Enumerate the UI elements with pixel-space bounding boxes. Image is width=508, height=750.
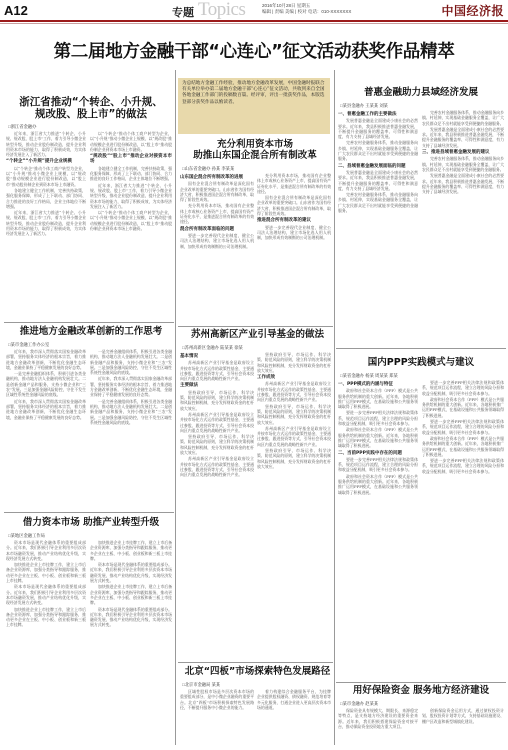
header-meta: 2016年10月28日 星期五 编辑 | 责编 美编 | 校对 电话：010-XXXXXXX [262, 3, 352, 14]
article-byline: □某地区金融工作局 [8, 533, 45, 538]
divider [178, 326, 333, 327]
article-body-insurance-2: 创新保险资金运用方式，通过债权投资计划、股权投资计划等方式，支持基础设施建设、棚户区改造和新型城镇化建设。 [422, 708, 504, 724]
article-headline-shandong: 充分利用资本市场 助推山东国企混合所有制改革 [193, 139, 317, 161]
intro-box: 为总结地方金融工作经验，推动地方金融改革发展，中国金融时报联合有关单位举办第二届地方金融干部“心连心”征文活动，共收到来自全国各地金融工作部门的投稿数百篇。经评审，评出一批获奖作品，本版选登部分获奖作品以飨读者。 [178, 78, 330, 134]
column-divider [334, 70, 335, 745]
article-headline-zhejiang: 浙江省推动“个转企、小升规、 规改股、股上市”的做法 [19, 96, 163, 121]
divider [4, 512, 174, 513]
article-body-reform-1: 近年来，我市深入贯彻落实国家金融改革部署，坚持服务实体经济的根本宗旨，着力推进地方金融改革创新，不断优化金融生态环境，金融业保持了平稳健康发展的良好态势。 一是完善金融组织体系，积极引进各类金融机构，推动地方法人金融机构发展壮大。二是创新金融产品和服务，支持小微企业和“三农”发展。三是加强金融风险防控，守住不发生区域性系统性金融风险的底线。 近年来，我市深入贯彻落实国家金融改革部署，坚持服务实体经济的根本宗旨，着力推进地方金融改革创新，不断优化金融生态环境，金融业保持了平稳健康发展的良好态势。 [6, 349, 86, 420]
column-divider [175, 70, 176, 745]
article-body-beijing-2: 着力构建综合金融服务平台，为挂牌企业提供股权融资、债权融资、规范培育等多元化服务，打通企业进入更高层次资本市场的通道。 [257, 689, 331, 710]
article-body-insurance-1: 保险资金具有规模大、期限长、来源稳定等特点，是支持地方经济建设的重要资金来源。近年来，我们积极搭建保险资金对接平台，推动保险资金投资地方重大项目。 [338, 708, 418, 729]
header-rule [0, 20, 508, 22]
article-headline-ppp: 国内PPP实践模式与建议 [367, 357, 475, 368]
article-body-inclusive-2: 完善农村金融服务体系，推动金融服务向乡镇、村延伸，实现基础金融服务全覆盖，让广大农民群众足不出村就能享受到便捷的金融服务。 发展普惠金融是全面建成小康社会的必然要求。近年来，我县积极推进普惠金融发展，不断提升金融服务的覆盖率、可得性和满意度，有力支持了县域经济发展。 三、推进县域普惠金融发展的建议 完善农村金融服务体系，推动金融服务向乡镇、村延伸，实现基础金融服务全覆盖，让广大农民群众足不出村就能享受到便捷的金融服务。 发展普惠金融是全面建成小康社会的必然要求。近年来，我县积极推进普惠金融发展，不断提升金融服务的覆盖率、可得性和满意度，有力支持了县域经济发展。 [422, 110, 504, 195]
article-byline: □山东省金融办 孙某 李某某 [182, 166, 235, 171]
divider [4, 322, 174, 323]
header-rule-thin [0, 23, 508, 24]
article-byline: □苏州高新区金融办 陆某某 徐某 [182, 345, 243, 350]
divider [336, 348, 506, 349]
article-body-inclusive-1: 一、普惠金融工作的主要做法 发展普惠金融是全面建成小康社会的必然要求。近年来，我县积极推进普惠金融发展，不断提升金融服务的覆盖率、可得性和满意度，有力支持了县域经济发展。 完善农村金融服务体系，推动金融服务向乡镇、村延伸，实现基础金融服务全覆盖，让广大农民群众足不出村就能享受到便捷的金融服务。 二、县域普惠金融发展面临的问题 发展普惠金融是全面建成小康社会的必然要求。近年来，我县积极推进普惠金融发展，不断提升金融服务的覆盖率、可得性和满意度，有力支持了县域经济发展。 完善农村金融服务体系，推动金融服务向乡镇、村延伸，实现基础金融服务全覆盖，让广大农民群众足不出村就能享受到便捷的金融服务。 [338, 112, 418, 214]
article-body-shandong-1: 山东国企混合所有制改革的进展 国有企业混合所有制改革是深化国有企业改革的重要突破口。山东省作为国有经济大省，积极推进国企混合所有制改革，取得了阶段性成效。 充分利用资本市场，推动国有企业整体上市或核心业务资产上市，提高国有资产证券化水平，是推进混合所有制改革的有效途径。 混合所有制改革面临的问题 要进一步完善现代企业制度，健全公司法人治理结构，建立市场化选人用人机制，加快形成有效制衡的公司治理机制。 [180, 175, 254, 249]
article-headline-beijing: 北京“四板”市场探索特色发展路径 [184, 666, 331, 677]
article-body-beijing-1: 区域性股权市场是多层次资本市场的重要组成部分，是中小微企业融资的重要平台。北京“四板”市场积极探索特色发展路径，不断提升服务中小微企业的能力。 [180, 689, 254, 710]
article-body-ppp-1: 一、PPP模式的内涵与特征 政府和社会资本合作（PPP）模式是公共服务供给机制的重大创新。近年来，各地积极推广运用PPP模式，在基础设施和公共服务领域取得了积极进展。 要进一步完善PPP相关法律法规和政策体系，规范项目运作流程，建立合理的风险分担和收益分配机制，吸引更多社会资本参与。 政府和社会资本合作（PPP）模式是公共服务供给机制的重大创新。近年来，各地积极推广运用PPP模式，在基础设施和公共服务领域取得了积极进展。 二、当前PPP实践中存在的问题 要进一步完善PPP相关法律法规和政策体系，规范项目运作流程，建立合理的风险分担和收益分配机制，吸引更多社会资本参与。 政府和社会资本合作（PPP）模式是公共服务供给机制的重大创新。近年来，各地积极推广运用PPP模式，在基础设施和公共服务领域取得了积极进展。 [338, 382, 418, 495]
article-byline: □某县金融办 王某某 刘某 [340, 103, 388, 108]
article-byline: □某省金融办 杨某 周某某 郑某 [340, 373, 398, 378]
article-headline-inclusive: 普惠金融助力县域经济发展 [363, 87, 478, 98]
page-number: A12 [4, 3, 28, 18]
page-header [0, 0, 508, 22]
article-byline: □北京市金融局 某某 [182, 682, 221, 687]
article-body-reform-2: 一是完善金融组织体系，积极引进各类金融机构，推动地方法人金融机构发展壮大。二是创新金融产品和服务，支持小微企业和“三农”发展。三是加强金融风险防控，守住不发生区域性系统性金融风险的底线。 近年来，我市深入贯彻落实国家金融改革部署，坚持服务实体经济的根本宗旨，着力推进地方金融改革创新，不断优化金融生态环境，金融业保持了平稳健康发展的良好态势。 一是完善金融组织体系，积极引进各类金融机构，推动地方法人金融机构发展壮大。二是创新金融产品和服务，支持小微企业和“三农”发展。三是加强金融风险防控，守住不发生区域性系统性金融风险的底线。 [90, 349, 172, 425]
masthead-logo: 中国经济报 [441, 4, 504, 18]
article-body-suzhou-1: 基本情况 苏州高新区产业引导基金是政府设立并按市场化方式运作的政策性基金，主要通过参股、跟进投资等方式，引导社会资本投向区内重点发展的战略性新兴产业。 主要做法 坚持政府引导、市场运作、科学决策、防范风险的原则，建立科学的决策机制和风险控制机制，充分发挥财政资金的杠杆放大效应。 苏州高新区产业引导基金是政府设立并按市场化方式运作的政策性基金，主要通过参股、跟进投资等方式，引导社会资本投向区内重点发展的战略性新兴产业。 坚持政府引导、市场运作、科学决策、防范风险的原则，建立科学的决策机制和风险控制机制，充分发挥财政资金的杠杆放大效应。 苏州高新区产业引导基金是政府设立并按市场化方式运作的政策性基金，主要通过参股、跟进投资等方式，引导社会资本投向区内重点发展的战略性新兴产业。 [180, 354, 254, 478]
article-body-shandong-2: 充分利用资本市场，推动国有企业整体上市或核心业务资产上市，提高国有资产证券化水平，是推进混合所有制改革的有效途径。 国有企业混合所有制改革是深化国有企业改革的重要突破口。山东省作为国有经济大省，积极推进国企混合所有制改革，取得了阶段性成效。 推进混合所有制改革的建议 要进一步完善现代企业制度，健全公司法人治理结构，建立市场化选人用人机制，加快形成有效制衡的公司治理机制。 [257, 173, 331, 241]
article-body-capital-1: 资本市场是现代金融体系的重要组成部分。近年来，我们积极引导企业利用多层次资本市场融资发展，推动产业结构优化升级，实现经济发展方式转变。 加快推进企业上市挂牌工作，建立上市后备企业资源库，加强分类指导和跟踪服务，推动更多企业在主板、中小板、创业板和新三板上市挂牌。 资本市场是现代金融体系的重要组成部分。近年来，我们积极引导企业利用多层次资本市场融资发展，推动产业结构优化升级，实现经济发展方式转变。 加快推进企业上市挂牌工作，建立上市后备企业资源库，加强分类指导和跟踪服务，推动更多企业在主板、中小板、创业板和新三板上市挂牌。 [6, 540, 86, 628]
article-body-zhejiang-1: 近年来，浙江省大力推进“个转企、小升规、规改股、股上市”工作，着力引导小微企业转型升级，推动企业股份制改造，提升企业利用资本市场的能力，取得了积极成效，为实体经济发展注入了新活力。 “个转企”“小升规”提升企业规模 以“个转企”推动个体工商户转型为企业，以“小升规”推动小微企业上规模，以“规改股”推动规模企业进行股份制改造，以“股上市”推动股份制企业到资本市场上市融资。 各地建立健全工作机制，完善扶持政策，强化服务保障，形成了上下联动、部门协同、合力推进的良好工作格局，企业主体地位不断增强。 近年来，浙江省大力推进“个转企、小升规、规改股、股上市”工作，着力引导小微企业转型升级，推动企业股份制改造，提升企业利用资本市场的能力，取得了积极成效，为实体经济发展注入了新活力。 [6, 131, 86, 237]
article-headline-reform: 推进地方金融改革创新的工作思考 [19, 326, 163, 337]
article-body-ppp-2: 要进一步完善PPP相关法律法规和政策体系，规范项目运作流程，建立合理的风险分担和收益分配机制，吸引更多社会资本参与。 政府和社会资本合作（PPP）模式是公共服务供给机制的重大创新。近年来，各地积极推广运用PPP模式，在基础设施和公共服务领域取得了积极进展。 要进一步完善PPP相关法律法规和政策体系，规范项目运作流程，建立合理的风险分担和收益分配机制，吸引更多社会资本参与。 政府和社会资本合作（PPP）模式是公共服务供给机制的重大创新。近年来，各地积极推广运用PPP模式，在基础设施和公共服务领域取得了积极进展。 要进一步完善PPP相关法律法规和政策体系，规范项目运作流程，建立合理的风险分担和收益分配机制，吸引更多社会资本参与。 [422, 380, 504, 474]
section-label-en: Topics [198, 0, 246, 20]
article-headline-capital: 借力资本市场 助推产业转型升级 [22, 517, 160, 528]
article-byline: □某市金融办 赵某某 [340, 701, 379, 706]
article-headline-suzhou: 苏州高新区产业引导基金的做法 [190, 329, 324, 340]
article-body-zhejiang-2: 以“个转企”推动个体工商户转型为企业，以“小升规”推动小微企业上规模，以“规改股”推动规模企业进行股份制改造，以“股上市”推动股份制企业到资本市场上市融资。 “规改股”“股上市”推动企业对接资本市场 各地建立健全工作机制，完善扶持政策，强化服务保障，形成了上下联动、部门协同、合力推进的良好工作格局，企业主体地位不断增强。 近年来，浙江省大力推进“个转企、小升规、规改股、股上市”工作，着力引导小微企业转型升级，推动企业股份制改造，提升企业利用资本市场的能力，取得了积极成效，为实体经济发展注入了新活力。 以“个转企”推动个体工商户转型为企业，以“小升规”推动小微企业上规模，以“规改股”推动规模企业进行股份制改造，以“股上市”推动股份制企业到资本市场上市融资。 [90, 131, 172, 232]
divider [336, 682, 506, 683]
article-body-capital-2: 加快推进企业上市挂牌工作，建立上市后备企业资源库，加强分类指导和跟踪服务，推动更多企业在主板、中小板、创业板和新三板上市挂牌。 资本市场是现代金融体系的重要组成部分。近年来，我们积极引导企业利用多层次资本市场融资发展，推动产业结构优化升级，实现经济发展方式转变。 加快推进企业上市挂牌工作，建立上市后备企业资源库，加强分类指导和跟踪服务，推动更多企业在主板、中小板、创业板和新三板上市挂牌。 资本市场是现代金融体系的重要组成部分。近年来，我们积极引导企业利用多层次资本市场融资发展，推动产业结构优化升级，实现经济发展方式转变。 [90, 540, 172, 628]
section-label: 专题 [172, 7, 194, 19]
article-headline-insurance: 用好保险资金 服务地方经济建设 [352, 685, 490, 696]
article-body-suzhou-2: 坚持政府引导、市场运作、科学决策、防范风险的原则，建立科学的决策机制和风险控制机制，充分发挥财政资金的杠杆放大效应。 工作成效 苏州高新区产业引导基金是政府设立并按市场化方式运作的政策性基金，主要通过参股、跟进投资等方式，引导社会资本投向区内重点发展的战略性新兴产业。 坚持政府引导、市场运作、科学决策、防范风险的原则，建立科学的决策机制和风险控制机制，充分发挥财政资金的杠杆放大效应。 苏州高新区产业引导基金是政府设立并按市场化方式运作的政策性基金，主要通过参股、跟进投资等方式，引导社会资本投向区内重点发展的战略性新兴产业。 坚持政府引导、市场运作、科学决策、防范风险的原则，建立科学的决策机制和风险控制机制，充分发挥财政资金的杠杆放大效应。 [257, 352, 331, 469]
article-byline: □某市金融工作办公室 [8, 342, 50, 347]
divider [178, 662, 333, 663]
page-title: 第二届地方金融干部“心连心”征文活动获奖作品精萃 [53, 42, 455, 62]
article-byline: □浙江省金融办 [8, 124, 37, 129]
